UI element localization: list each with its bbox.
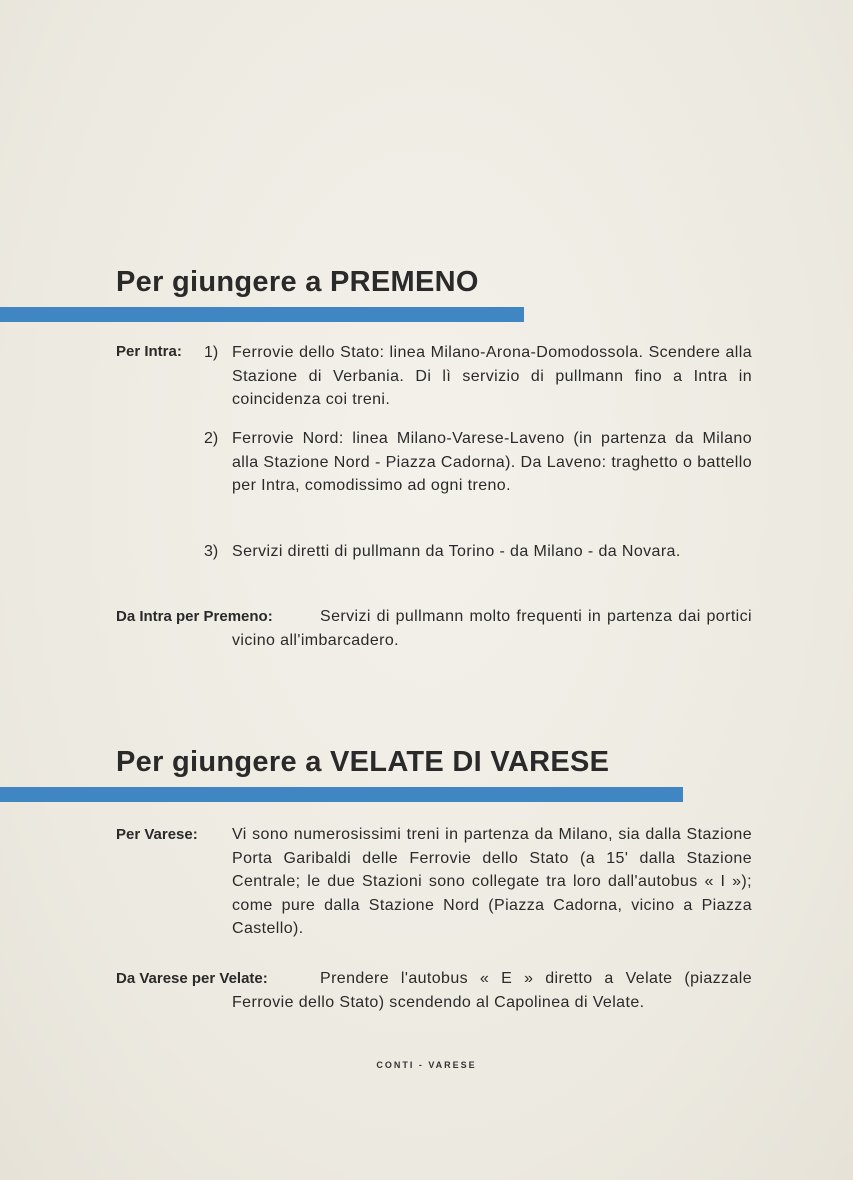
text-per-varese: Vi sono numerosissimi treni in partenza da Milano, sia dalla Stazione Porta Garibaldi delle Ferrovie dello Stato (a 15' dalla Stazione Centrale; le due Stazioni sono collegate tra loro dall'autobus « I »); come pure dalla Stazione Nord (Piazza Cadorna, vicino a Piazza Castello). <box>232 826 752 937</box>
section-title-premeno: Per giungere a PREMENO <box>116 266 479 298</box>
item-number: 1) <box>204 344 219 361</box>
section-divider-velate <box>0 787 683 802</box>
item-text-ferrovie-nord: Ferrovie Nord: linea Milano-Varese-Laveno (in partenza da Milano alla Stazione Nord - Piazza Cadorna). Da Laveno: traghetto o battello per Intra, comodissimo ad ogni treno. <box>232 430 752 494</box>
section-title-velate: Per giungere a VELATE DI VARESE <box>116 746 610 778</box>
item-text-ferrovie-stato: Ferrovie dello Stato: linea Milano-Arona-Domodossola. Scendere alla Stazione di Verbania. Di lì servizio di pullmann fino a Intra in coincidenza coi treni. <box>232 344 752 408</box>
text-da-varese-per-velate: Prendere l'autobus « E » diretto a Velate (piazzale Ferrovie dello Stato) scendendo al Capolinea di Velate. <box>232 970 752 1011</box>
item-number: 3) <box>204 543 219 560</box>
label-per-varese: Per Varese: <box>116 826 198 843</box>
item-text-pullmann: Servizi diretti di pullmann da Torino - da Milano - da Novara. <box>232 543 681 560</box>
printer-credit: CONTI - VARESE <box>376 1060 477 1070</box>
label-da-intra-per-premeno: Da Intra per Premeno: <box>116 608 273 625</box>
label-da-varese-per-velate: Da Varese per Velate: <box>116 970 268 987</box>
item-number: 2) <box>204 430 219 447</box>
text-da-intra-per-premeno: Servizi di pullmann molto frequenti in partenza dai portici vicino all'imbarcadero. <box>232 608 752 649</box>
label-per-intra: Per Intra: <box>116 343 182 360</box>
section-divider-premeno <box>0 307 524 322</box>
